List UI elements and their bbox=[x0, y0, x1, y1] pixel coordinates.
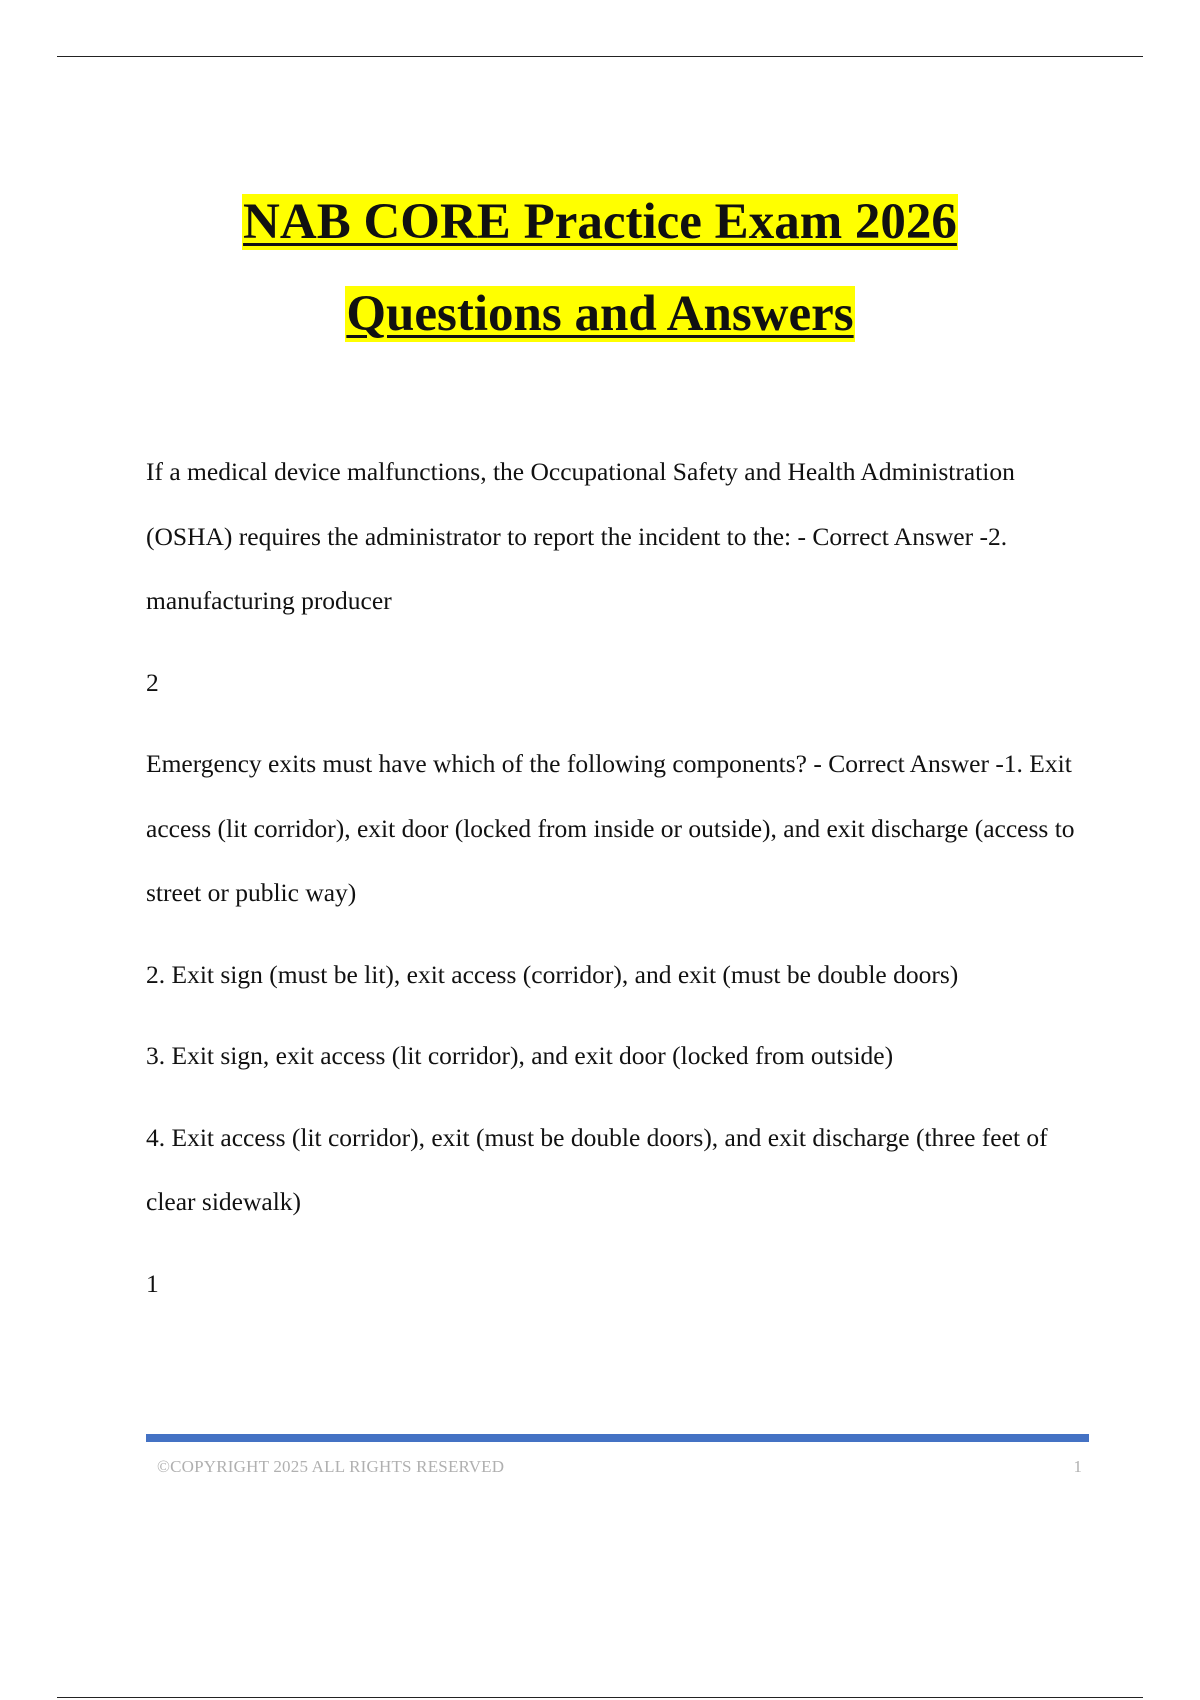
document-body bbox=[146, 440, 1086, 1333]
title-line-1-wrapper bbox=[0, 176, 1200, 268]
question-2: Emergency exits must have which of the following components? - Correct Answer -1. Exit access (lit corridor), exit door (locked from inside or outside), and exit discharge (access to street or public way) bbox=[146, 749, 1075, 907]
footer-bar bbox=[146, 1434, 1089, 1442]
document-title bbox=[0, 176, 1200, 360]
footer-copyright: ©COPYRIGHT 2025 ALL RIGHTS RESERVED bbox=[157, 1457, 505, 1476]
title-line-1: NAB CORE Practice Exam 2026 bbox=[243, 194, 957, 250]
question-1: If a medical device malfunctions, the Occupational Safety and Health Administration (OSHA) requires the administrator to report the incident to the: - Correct Answer -2. manufacturing producer bbox=[146, 457, 1015, 615]
top-rule bbox=[57, 56, 1143, 57]
title-line-2-wrapper bbox=[0, 268, 1200, 360]
title-line-2: Questions and Answers bbox=[346, 286, 854, 342]
footer-page-number: 1 bbox=[1073, 1457, 1082, 1476]
question-2-option-2: 2. Exit sign (must be lit), exit access (corridor), and exit (must be double doors) bbox=[146, 959, 959, 989]
question-2-option-4: 4. Exit access (lit corridor), exit (must be double doors), and exit discharge (three feet of clear sidewalk) bbox=[146, 1122, 1048, 1216]
answer-key-2: 1 bbox=[146, 1268, 159, 1298]
answer-key-1: 2 bbox=[146, 667, 159, 697]
bottom-rule bbox=[57, 1697, 1143, 1698]
question-2-option-3: 3. Exit sign, exit access (lit corridor), and exit door (locked from outside) bbox=[146, 1041, 894, 1070]
